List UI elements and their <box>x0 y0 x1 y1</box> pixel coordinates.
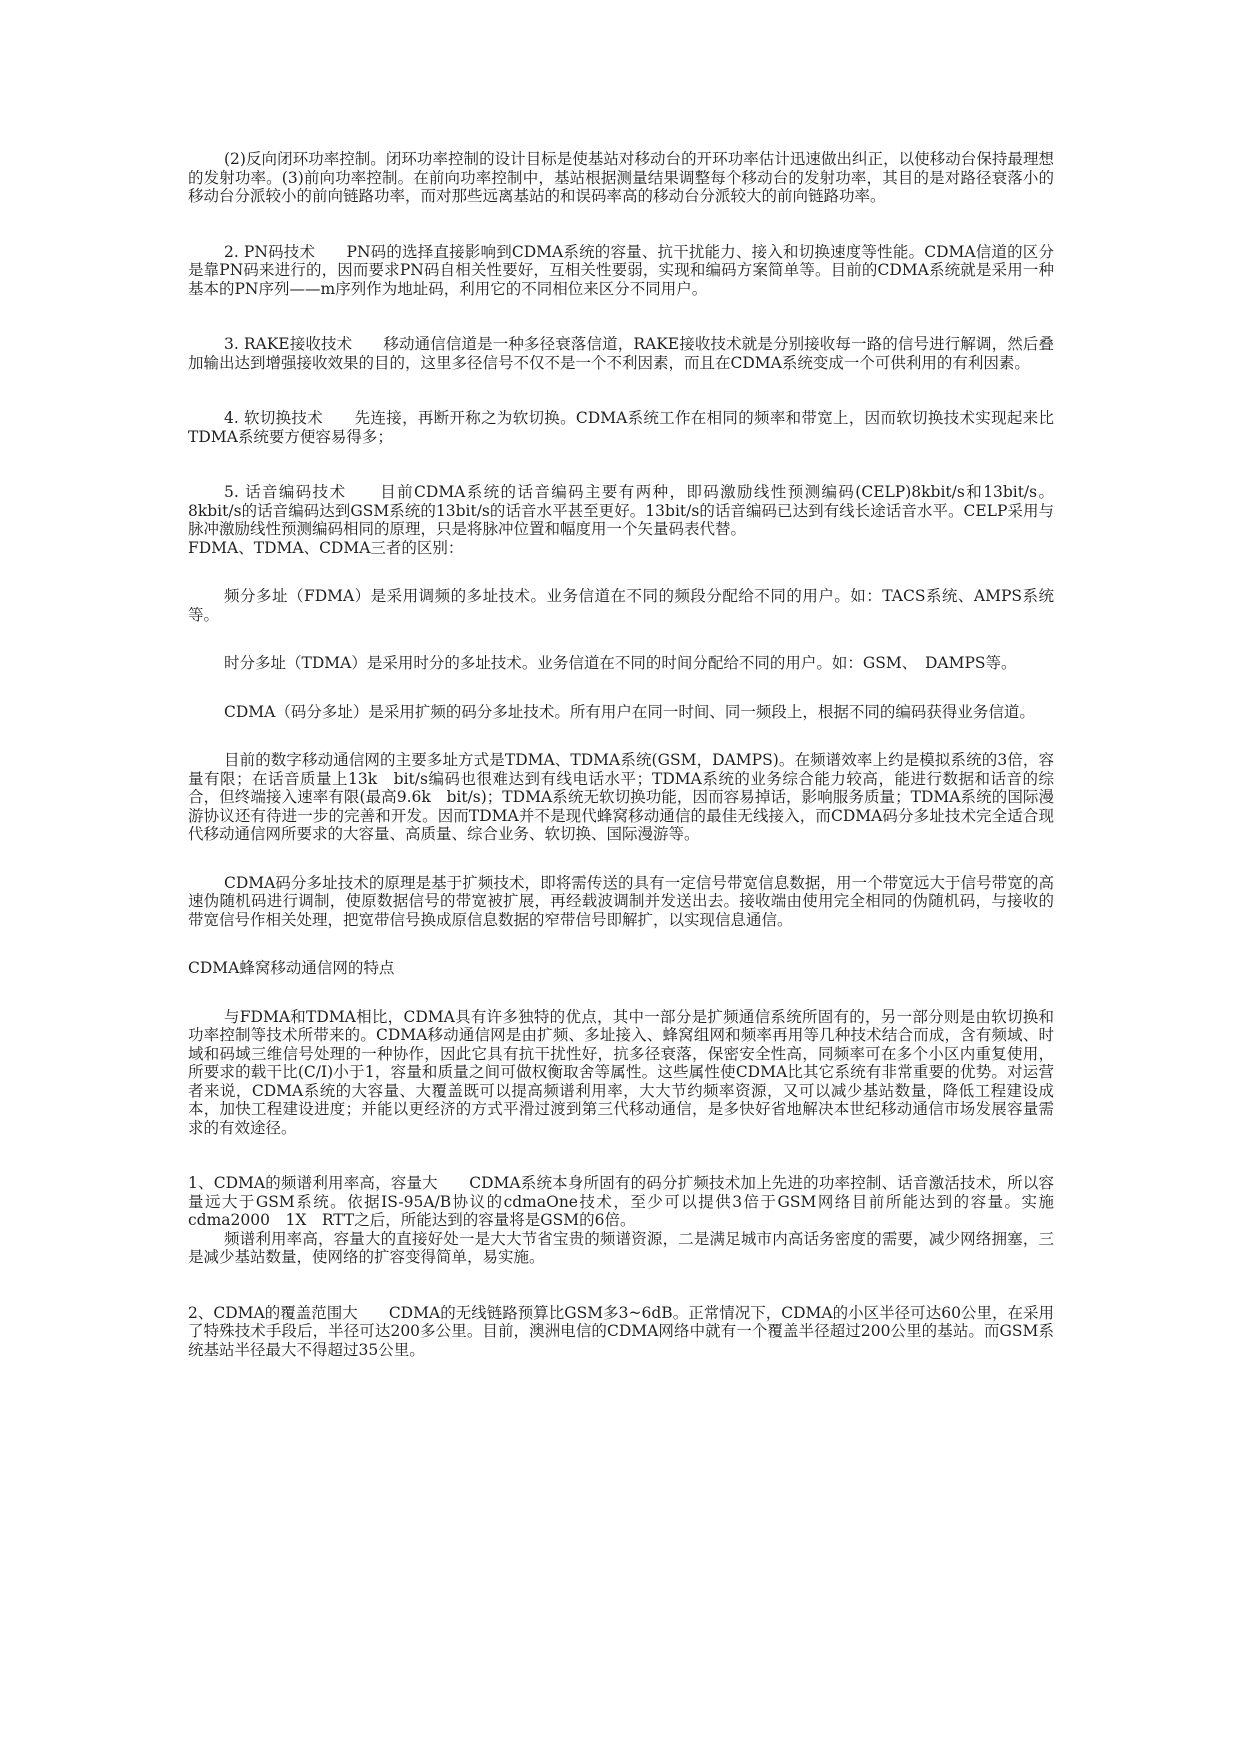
paragraph-fdma: 频分多址（FDMA）是采用调频的多址技术。业务信道在不同的频段分配给不同的用户。如：TACS系统、AMPS系统等。 <box>188 587 1054 624</box>
heading-cdma-features: CDMA蜂窝移动通信网的特点 <box>188 959 395 977</box>
paragraph-reverse-power-control: (2)反向闭环功率控制。闭环功率控制的设计目标是使基站对移动台的开环功率估计迅速做出纠正，以使移动台保持最理想的发射功率。(3)前向功率控制。在前向功率控制中，基站根据测量结果调整每个移动台的发射功率，其目的是对路径衰落小的移动台分派较小的前向链路功率，而对那些远离基站的和误码率高的移动台分派较大的前向链路功率。 <box>188 150 1054 205</box>
paragraph-coverage: 2、CDMA的覆盖范围大 CDMA的无线链路预算比GSM多3~6dB。正常情况下，CDMA的小区半径可达60公里，在采用了特殊技术手段后，半径可达200多公里。目前，澳洲电信的CDMA网络中就有一个覆盖半径超过200公里的基站。而GSM系统基站半径最大不得超过35公里。 <box>188 1303 1054 1359</box>
document-body <box>188 150 1054 1359</box>
paragraph-cdma-advantages: 与FDMA和TDMA相比，CDMA具有许多独特的优点，其中一部分是扩频通信系统所固有的，另一部分则是由软切换和功率控制等技术所带来的。CDMA移动通信网是由扩频、多址接入、蜂窝组网和频率再用等几种技术结合而成，含有频域、时域和码域三维信号处理的一种协作，因此它具有抗干扰性好，抗多径衰落，保密安全性高，同频率可在多个小区内重复使用，所要求的载干比(C/I)小于1，容量和质量之间可做权衡取舍等属性。这些属性使CDMA比其它系统有非常重要的优势。对运营者来说，CDMA系统的大容量、大覆盖既可以提高频谱利用率，大大节约频率资源，又可以减少基站数量，降低工程建设成本，加快工程建设进度；并能以更经济的方式平滑过渡到第三代移动通信，是多快好省地解决本世纪移动通信市场发展容量需求的有效途径。 <box>188 1007 1054 1137</box>
paragraph-spectrum-benefits: 频谱利用率高，容量大的直接好处一是大大节省宝贵的频谱资源，二是满足城市内高话务密度的需要，减少网络拥塞，三是减少基站数量，使网络的扩容变得简单，易实施。 <box>188 1229 1054 1266</box>
paragraph-cdma-principle: CDMA码分多址技术的原理是基于扩频技术，即将需传送的具有一定信号带宽信息数据，用一个带宽远大于信号带宽的高速伪随机码进行调制，使原数据信号的带宽被扩展，再经载波调制并发送出去。接收端由使用完全相同的伪随机码，与接收的带宽信号作相关处理，把宽带信号换成原信息数据的窄带信号即解扩，以实现信息通信。 <box>188 873 1054 929</box>
paragraph-rake: 3. RAKE接收技术 移动通信信道是一种多径衰落信道，RAKE接收技术就是分别接收每一路的信号进行解调，然后叠加输出达到增强接收效果的目的，这里多径信号不仅不是一个不利因素，而且在CDMA系统变成一个可供利用的有利因素。 <box>188 335 1054 372</box>
paragraph-pn-code: 2. PN码技术 PN码的选择直接影响到CDMA系统的容量、抗干扰能力、接入和切换速度等性能。CDMA信道的区分是靠PN码来进行的，因而要求PN码自相关性要好，互相关性要弱，实现和编码方案简单等。目前的CDMA系统就是采用一种基本的PN序列——m序列作为地址码，利用它的不同相位来区分不同用户。 <box>188 242 1054 298</box>
heading-differences: FDMA、TDMA、CDMA三者的区别： <box>188 538 464 557</box>
paragraph-soft-handoff: 4. 软切换技术 先连接，再断开称之为软切换。CDMA系统工作在相同的频率和带宽上，因而软切换技术实现起来比TDMA系统要方便容易得多； <box>188 409 1054 446</box>
paragraph-spectrum-efficiency: 1、CDMA的频谱利用率高，容量大 CDMA系统本身所固有的码分扩频技术加上先进的功率控制、话音激活技术，所以容量远大于GSM系统。依据IS-95A/B协议的cdmaOne技术，至少可以提供3倍于GSM网络目前所能达到的容量。实施cdma2000 1X RTT之后，所能达到的容量将是GSM的6倍。 <box>188 1174 1054 1229</box>
paragraph-tdma: 时分多址（TDMA）是采用时分的多址技术。业务信道在不同的时间分配给不同的用户。如：GSM、 DAMPS等。 <box>224 654 1017 672</box>
paragraph-cdma: CDMA（码分多址）是采用扩频的码分多址技术。所有用户在同一时间、同一频段上，根据不同的编码获得业务信道。 <box>224 702 1035 721</box>
paragraph-current-networks: 目前的数字移动通信网的主要多址方式是TDMA、TDMA系统(GSM，DAMPS)。在频谱效率上约是模拟系统的3倍，容量有限；在话音质量上13k bit/s编码也很难达到有线电话水平；TDMA系统的业务综合能力较高，能进行数据和话音的综合，但终端接入速率有限(最高9.6k bit/s)；TDMA系统无软切换功能，因而容易掉话，影响服务质量；TDMA系统的国际漫游协议还有待进一步的完善和开发。因而TDMA并不是现代蜂窝移动通信的最佳无线接入，而CDMA码分多址技术完全适合现代移动通信网所要求的大容量、高质量、综合业务、软切换、国际漫游等。 <box>188 751 1054 843</box>
paragraph-voice-coding: 5. 话音编码技术 目前CDMA系统的话音编码主要有两种，即码激励线性预测编码(CELP)8kbit/s和13bit/s。8kbit/s的话音编码达到GSM系统的13bit/s的话音水平甚至更好。13bit/s的话音编码已达到有线长途话音水平。CELP采用与脉冲激励线性预测编码相同的原理，只是将脉冲位置和幅度用一个矢量码表代替。 <box>188 483 1054 538</box>
